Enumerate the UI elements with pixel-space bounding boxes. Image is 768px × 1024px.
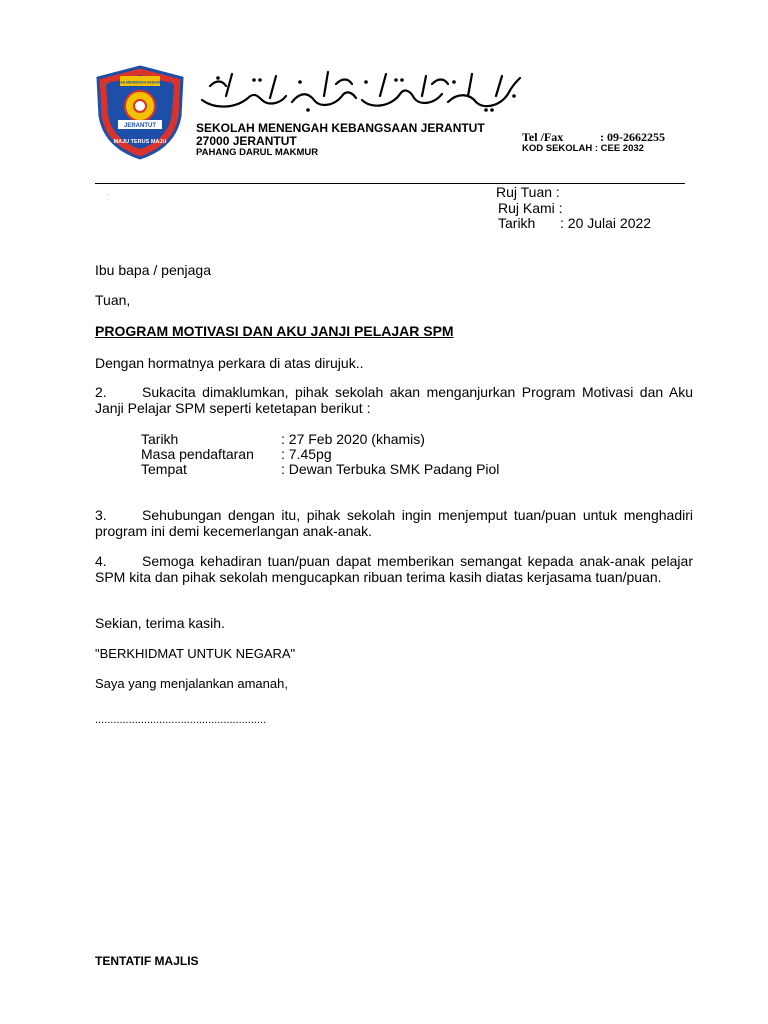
letterhead-divider [95, 183, 685, 184]
letter-title: PROGRAM MOTIVASI DAN AKU JANJI PELAJAR SPM [95, 323, 454, 339]
paragraph-3-number: 3. [95, 507, 107, 523]
crest-text-mid: JERANTUT [123, 123, 157, 129]
paragraph-4-number: 4. [95, 553, 107, 569]
detail-label-tarikh: Tarikh [141, 431, 179, 447]
footer-heading: TENTATIF MAJLIS [95, 954, 199, 968]
stray-mark: · [106, 190, 109, 199]
tel-fax-value: : 09-2662255 [600, 130, 665, 144]
crest-motto: MAJU TERUS MAJU [113, 139, 167, 145]
paragraph-2-number: 2. [95, 384, 107, 400]
school-postcode-town: 27000 JERANTUT [196, 134, 297, 148]
crest-text-top: SEKOLAH MENENGAH KEBANGSAAN [108, 80, 172, 85]
school-state: PAHANG DARUL MAKMUR [196, 147, 319, 158]
intro-paragraph: Dengan hormatnya perkara di atas dirujuk.. [95, 355, 364, 371]
paragraph-3-text: Sehubungan dengan itu, pihak sekolah ingin menjemput tuan/puan untuk menghadiri program ini demi kecemerlangan anak-anak. [95, 507, 693, 539]
paragraph-2 [95, 384, 693, 416]
signature-line: ........................................................ [95, 714, 267, 726]
sign-off: Saya yang menjalankan amanah, [95, 676, 288, 691]
closing: Sekian, terima kasih. [95, 615, 225, 631]
ruj-kami: Ruj Kami : [498, 200, 563, 216]
detail-value-masa: : 7.45pg [281, 446, 332, 462]
school-crest-logo [94, 64, 186, 160]
paragraph-2-text: Sukacita dimaklumkan, pihak sekolah akan menganjurkan Program Motivasi dan Aku Janji Pelajar SPM seperti ketetapan berikut : [95, 384, 693, 416]
jawi-calligraphy [196, 66, 524, 114]
recipient: Ibu bapa / penjaga [95, 262, 211, 278]
detail-label-masa: Masa pendaftaran [141, 446, 254, 462]
motto: "BERKHIDMAT UNTUK NEGARA" [95, 646, 296, 661]
detail-label-tempat: Tempat [141, 461, 187, 477]
detail-value-tarikh: : 27 Feb 2020 (khamis) [281, 431, 425, 447]
ruj-tuan: Ruj Tuan : [496, 184, 560, 200]
school-code: KOD SEKOLAH : CEE 2032 [522, 143, 644, 154]
tarikh-value: : 20 Julai 2022 [560, 215, 652, 231]
paragraph-4 [95, 553, 693, 585]
tarikh-label: Tarikh [498, 215, 536, 231]
school-name: SEKOLAH MENENGAH KEBANGSAAN JERANTUT [196, 121, 485, 135]
paragraph-4-text: Semoga kehadiran tuan/puan dapat memberikan semangat kepada anak-anak pelajar SPM kita dan pihak sekolah mengucapkan ribuan terima kasih diatas kerjasama tuan/puan. [95, 553, 693, 585]
detail-value-tempat: : Dewan Terbuka SMK Padang Piol [281, 461, 500, 477]
salutation: Tuan, [95, 292, 131, 308]
paragraph-3 [95, 507, 693, 539]
tel-fax-label: Tel /Fax [522, 130, 564, 144]
